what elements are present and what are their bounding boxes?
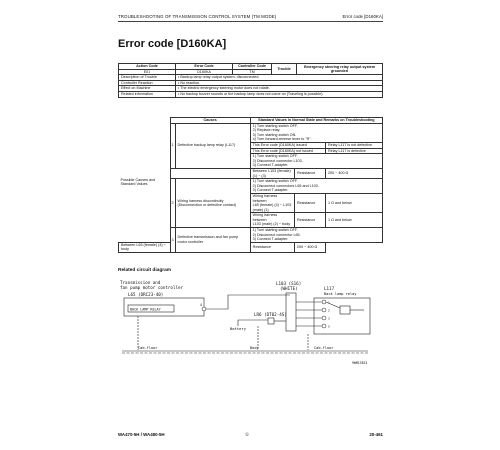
measurement-type: Resistance (295, 168, 326, 178)
controller-name-line1: Transmission and (120, 280, 161, 285)
relay-pin-2 (322, 308, 326, 312)
row-label: Effect on Machine (119, 86, 176, 92)
page-number: 20-461 (369, 432, 383, 437)
causes-header: Causes (170, 118, 250, 124)
controller-pin-4 (202, 307, 206, 311)
measurement-value: 200 − 400 Ω (326, 168, 383, 178)
row-value: • The electric emergency steering motor does not rotate. (176, 86, 383, 92)
error-code-value: D160KA (176, 69, 233, 75)
circuit-diagram (118, 278, 383, 370)
procedure-steps: 1) Turn starting switch OFF. 2) Disconnect connectors L65 and L103. 3) Connect T-adapter. (250, 179, 382, 194)
body-label: Body (250, 346, 259, 350)
side-label: Possible Causes and Standard Values (119, 123, 171, 242)
action-code-value: E01 (119, 69, 176, 75)
causes-table (118, 117, 383, 253)
diagram-ref: 9WM13823 (352, 361, 368, 365)
row-label: Related information (119, 91, 176, 97)
relay-pin-5 (322, 324, 326, 328)
procedure-steps: 1) Turn starting switch OFF. 2) Disconnect connector L65. 3) Connect T-adapter. (250, 228, 382, 243)
pin-label: 5 (328, 324, 330, 329)
row-label: Description of Trouble (119, 75, 176, 81)
section-title: Related circuit diagram (118, 268, 172, 273)
measurement-cell: Wiring harness between L65 (female) (4) − L103 (male) (1) (250, 193, 294, 212)
procedure-steps: 1) Turn starting switch OFF. 2) Replace relay. 3) Turn starting switch ON. 4) Turn forward-reverse lever to "R". (250, 123, 382, 142)
result-cell: Relay L117 is defective (326, 148, 383, 154)
measurement-cell: Between L65 (female) (4) − body (119, 242, 171, 252)
cause-label: Wiring harness discontinuity (Disconnection or defective contact) (175, 179, 250, 228)
measurement-type: Resistance (295, 193, 326, 212)
trouble-header: Trouble (272, 64, 297, 75)
measurement-type: Resistance (250, 242, 294, 252)
l103-color: (WHITE) (280, 286, 298, 291)
condition-cell: This Error code (D160KA) issued (250, 142, 325, 148)
trouble-description: Emergency steering relay output system grounded (297, 64, 383, 75)
relay-pin-1 (322, 300, 326, 304)
standard-values-header: Standard Values in Normal State and Remarks on Troubleshooting (250, 118, 382, 124)
error-info-table (118, 63, 383, 98)
header-rule (118, 21, 383, 22)
footer-model: WA470-5H / WA480-5H (118, 432, 165, 437)
footer-mark: ① (245, 432, 249, 437)
condition-cell: This Error code (D160KA) not issued (250, 148, 325, 154)
pin-label: 2 (328, 308, 330, 313)
measurement-cell: Between L103 (female) (1) − (3) (250, 168, 294, 178)
controller-name-line2: fan pump motor controller (120, 285, 184, 290)
pin-4-label: 4 (200, 303, 203, 307)
cause-label: Defective backup lamp relay (L117) (175, 123, 250, 168)
pin-label: 1 (328, 300, 330, 305)
l117-label: L117 (324, 286, 335, 291)
relay-coil (340, 306, 350, 314)
l65-label: L65 (DRC23-40) (128, 292, 164, 297)
battery-label: Battery (230, 326, 247, 331)
cab-floor-right: Cab.floor (314, 346, 334, 350)
controller-code-value: TM (233, 69, 272, 75)
cause-label: Defective transmission and fan pump motor controller (175, 228, 250, 253)
l117-desc: Back lamp relay (324, 292, 357, 296)
controller-code-header: Controller Code (233, 64, 272, 70)
procedure-steps: 1) Turn starting switch OFF. 2) Disconnect connector L103. 3) Connect T-adapter. (250, 154, 382, 169)
running-header: TROUBLESHOOTING OF TRANSMISSION CONTROL SYSTEM (TM MODE) (118, 14, 277, 19)
result-cell: Relay L117 is not defective (326, 142, 383, 148)
signal-wire (204, 295, 290, 309)
row-label: Controller Reaction (119, 80, 176, 86)
row-value: • Backup lamp relay output system: disconnected. (176, 75, 383, 81)
cause-number: 2 (170, 179, 175, 228)
cab-floor-left: Cab.floor (138, 346, 158, 350)
lr6-connector (268, 318, 274, 324)
row-value: • No backup buzzer sounds or the backup lamp does not come on (Traveling is possible). (176, 91, 383, 97)
cause-number: 3 (170, 228, 175, 253)
l103-connector (286, 293, 296, 331)
cause-number: 1 (170, 123, 175, 168)
measurement-value: 1 Ω and below (326, 213, 383, 228)
row-value: • No reaction. (176, 80, 383, 86)
pin-label: 3 (328, 316, 330, 321)
measurement-value: 200 − 400 Ω (295, 242, 326, 252)
measurement-value: 1 Ω and below (326, 193, 383, 212)
back-lamp-label: BACK LAMP RELAY (130, 307, 161, 312)
error-code-header: Error Code (176, 64, 233, 70)
running-header-code: Error code [D160KA] (342, 14, 383, 19)
measurement-type: Resistance (295, 213, 326, 228)
measurement-cell: Wiring harness between L103 (male) (2) − body (250, 213, 294, 228)
lr6-label: LR6 (DT02-4S) (254, 312, 287, 317)
l103-label: L103 (S16) (276, 281, 302, 286)
action-code-header: Action Code (119, 64, 176, 70)
page-title: Error code [D160KA] (118, 38, 227, 50)
relay-pin-3 (322, 316, 326, 320)
